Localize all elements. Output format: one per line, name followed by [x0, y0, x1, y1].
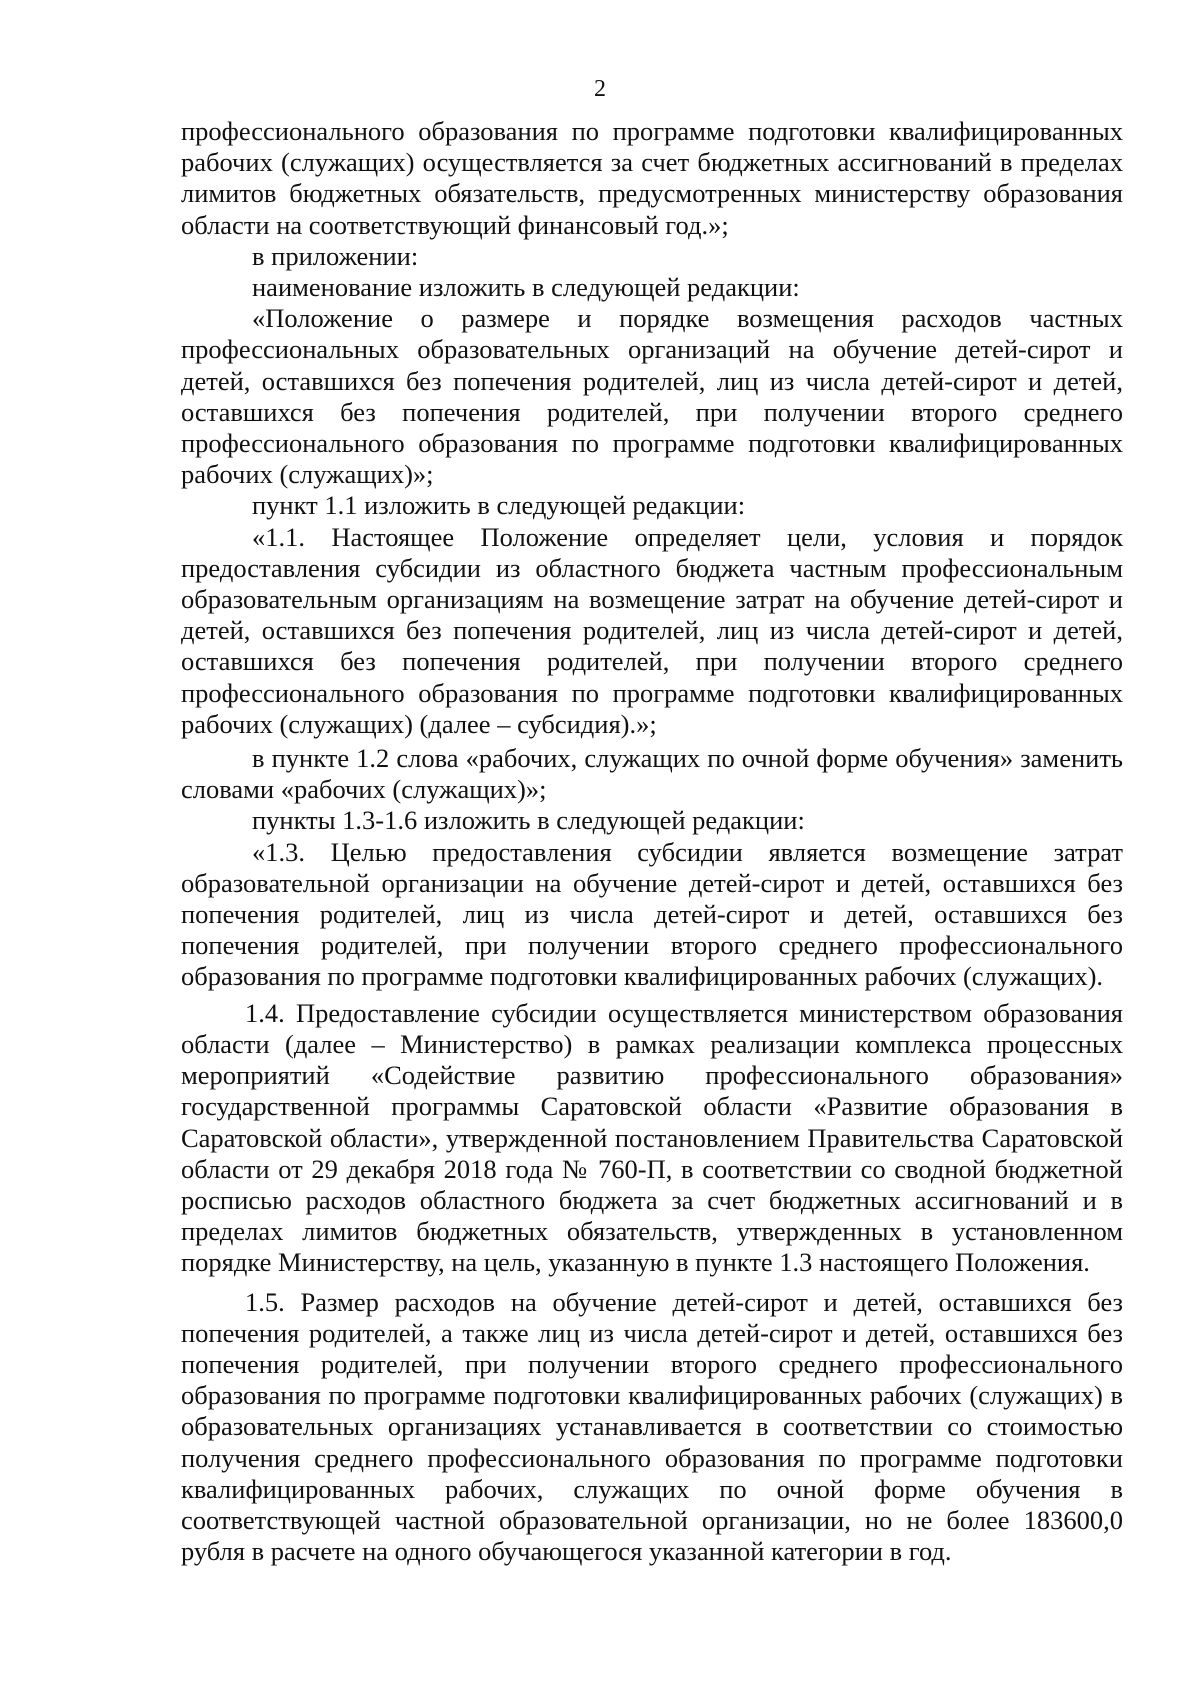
page-number: 2: [594, 76, 606, 102]
paragraph-in-appendix: в приложении:: [252, 240, 419, 271]
paragraph-new-title: «Положение о размере и порядке возмещения расходов частных профессиональных образовательных организаций на обучение детей-сирот и детей, оставшихся без попечения родителей, лиц из числа детей-сирот и детей, оставшихся без попечения родителей, при получении второго среднего профессионального образования по программе подготовки квалифицированных рабочих (служащих)»;: [181, 303, 1123, 490]
paragraph-item-1-1-intro: пункт 1.1 изложить в следующей редакции:: [252, 490, 746, 521]
document-body: [181, 116, 1123, 1567]
paragraph-item-1-1: «1.1. Настоящее Положение определяет цели, условия и порядок предоставления субсидии из областного бюджета частным профессиональным образовательным организациям на возмещение затрат на обучение детей-сирот и детей, оставшихся без попечения родителей, лиц из числа детей-сирот и детей, оставшихся без попечения родителей, при получении второго среднего профессионального образования по программе подготовки квалифицированных рабочих (служащих) (далее – субсидия).»;: [181, 521, 1123, 739]
paragraph-title-change: наименование изложить в следующей редакции:: [252, 272, 800, 303]
paragraph-item-1-4: 1.4. Предоставление субсидии осуществляется министерством образования области (далее – Министерство) в рамках реализации комплекса процессных мероприятий «Содействие развитию профессионального образования» государственной программы Саратовской области «Развитие образования в Саратовской области», утвержденной постановлением Правительства Саратовской области от 29 декабря 2018 года № 760-П, в соответствии со сводной бюджетной росписью расходов областного бюджета за счет бюджетных ассигнований и в пределах лимитов бюджетных обязательств, утвержденных в установленном порядке Министерству, на цель, указанную в пункте 1.3 настоящего Положения.: [181, 997, 1123, 1278]
paragraph-item-1-5: 1.5. Размер расходов на обучение детей-сирот и детей, оставшихся без попечения родителей, а также лиц из числа детей-сирот и детей, оставшихся без попечения родителей, при получении второго среднего профессионального образования по программе подготовки квалифицированных рабочих (служащих) в образовательных организациях устанавливается в соответствии со стоимостью получения среднего профессионального образования по программе подготовки квалифицированных рабочих, служащих по очной форме обучения в соответствующей частной образовательной организации, но не более 183600,0 рубля в расчете на одного обучающегося указанной категории в год.: [181, 1286, 1123, 1567]
paragraph-items-1-3-1-6-intro: пункты 1.3-1.6 изложить в следующей редакции:: [252, 805, 805, 836]
paragraph-continuation: профессионального образования по программе подготовки квалифицированных рабочих (служащих) осуществляется за счет бюджетных ассигнований в пределах лимитов бюджетных обязательств, предусмотренных министерству образования области на соответствующий финансовый год.»;: [181, 116, 1123, 240]
paragraph-item-1-3: «1.3. Целью предоставления субсидии является возмещение затрат образовательной организации на обучение детей-сирот и детей, оставшихся без попечения родителей, лиц из числа детей-сирот и детей, оставшихся без попечения родителей, при получении второго среднего профессионального образования по программе подготовки квалифицированных рабочих (служащих).: [181, 836, 1123, 992]
paragraph-item-1-2: в пункте 1.2 слова «рабочих, служащих по очной форме обучения» заменить словами «рабочих (служащих)»;: [181, 743, 1123, 805]
